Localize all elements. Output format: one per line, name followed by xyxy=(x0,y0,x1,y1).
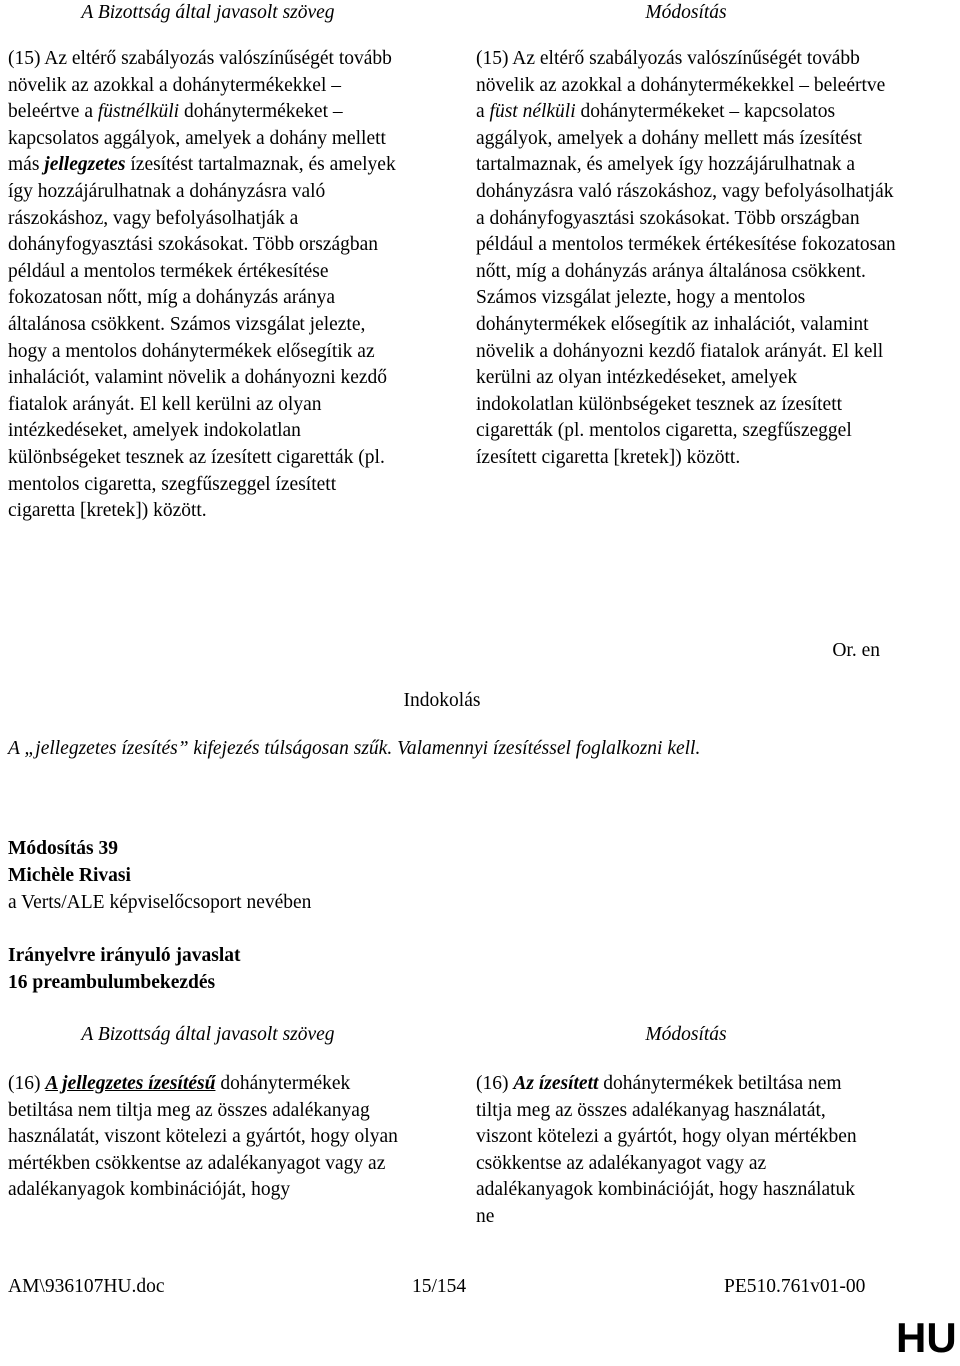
justification-text: A „jellegzetes ízesítés” kifejezés túlságosan szűk. Valamennyi ízesítéssel foglalkozni kell. xyxy=(8,738,701,759)
recital-15-original xyxy=(8,46,408,525)
text-run: (16) xyxy=(8,1073,46,1094)
text-run: (16) xyxy=(476,1073,514,1094)
left-column-header-2: A Bizottság által javasolt szöveg xyxy=(81,1024,335,1045)
original-language-note: Or. en xyxy=(832,640,880,661)
justification-heading: Indokolás xyxy=(403,690,481,711)
text-run: (15) Az eltérő szabályozás valószínűségét tovább növelik az azokkal a dohánytermékekkel – beleértve a xyxy=(8,48,392,123)
amendment-author: Michèle Rivasi xyxy=(8,865,131,886)
amendment-group: a Verts/ALE képviselőcsoport nevében xyxy=(8,892,312,913)
recital-reference: 16 preambulumbekezdés xyxy=(8,972,216,993)
text-run: (15) Az eltérő szabályozás valószínűségét tovább növelik az azokkal a dohánytermékekkel – beleértve a xyxy=(476,48,886,123)
text-run: A jellegzetes ízesítésű xyxy=(45,1073,216,1094)
recital-16-original xyxy=(8,1071,408,1204)
text-run: Az ízesített xyxy=(513,1073,599,1094)
text-run: jellegzetes xyxy=(44,154,126,176)
text-run: füst nélküli xyxy=(489,101,576,123)
footer-pe-ref: PE510.761v01-00 xyxy=(724,1276,866,1297)
text-run: dohánytermékek betiltása nem tiltja meg az összes adalékanyag használatát, viszont kötelezi a gyártót, hogy olyan mértékben csökkentse az adalékanyagot vagy az adalékanyagok kombinációját, hogy használatuk ne xyxy=(476,1073,857,1227)
text-run: füstnélküli xyxy=(97,101,180,123)
recital-16-amended xyxy=(476,1071,876,1231)
footer-language-code: HU xyxy=(896,1314,957,1361)
recital-15-amended xyxy=(476,46,896,472)
right-column-header: Módosítás xyxy=(645,2,727,23)
amendment-number: Módosítás 39 xyxy=(8,838,118,859)
proposal-type: Irányelvre irányuló javaslat xyxy=(8,945,241,966)
footer-doc-ref: AM\936107HU.doc xyxy=(8,1276,165,1297)
right-column-header-2: Módosítás xyxy=(645,1024,727,1045)
text-run: dohánytermékek betiltása nem tiltja meg az összes adalékanyag használatát, viszont kötelezi a gyártót, hogy olyan mértékben csökkentse az adalékanyagot vagy az adalékanyagok kombinációját, hogy xyxy=(8,1073,398,1201)
text-run: ízesítést tartalmaznak, és amelyek így hozzájárulhatnak a dohányzásra való rászokáshoz, vagy befolyásolhatják a dohányfogyasztási szokásokat. Több országban például a mentolos termékek értékesítése fokozatosan nőtt, míg a dohányzás aránya általánosa csökkent. Számos vizsgálat jelezte, hogy a mentolos dohánytermékek elősegítik az inhalációt, valamint növelik a dohányozni kezdő fiatalok arányát. El kell kerülni az olyan intézkedéseket, amelyek indokolatlan különbségeket tesznek az ízesített cigaretták (pl. mentolos cigaretta, szegfűszeggel ízesített cigaretta [kretek]) között. xyxy=(8,154,396,522)
left-column-header: A Bizottság által javasolt szöveg xyxy=(81,2,335,23)
footer-page-number: 15/154 xyxy=(412,1276,467,1297)
text-run: dohánytermékeket – kapcsolatos aggályok, amelyek a dohány mellett más ízesítést tartalmaznak, és amelyek így hozzájárulhatnak a dohányzásra való rászokáshoz, vagy befolyásolhatják a dohányfogyasztási szokásokat. Több országban például a mentolos termékek értékesítése fokozatosan nőtt, míg a dohányzás aránya általánosa csökkent. Számos vizsgálat jelezte, hogy a mentolos dohánytermékek elősegítik az inhalációt, valamint növelik a dohányozni kezdő fiatalok arányát. El kell kerülni az olyan intézkedéseket, amelyek indokolatlan különbségeket tesznek az ízesített cigaretták (pl. mentolos cigaretta, szegfűszeggel ízesített cigaretta [kretek]) között. xyxy=(476,101,896,468)
text-run: dohánytermékeket – kapcsolatos aggályok, amelyek a dohány mellett más xyxy=(8,101,386,176)
